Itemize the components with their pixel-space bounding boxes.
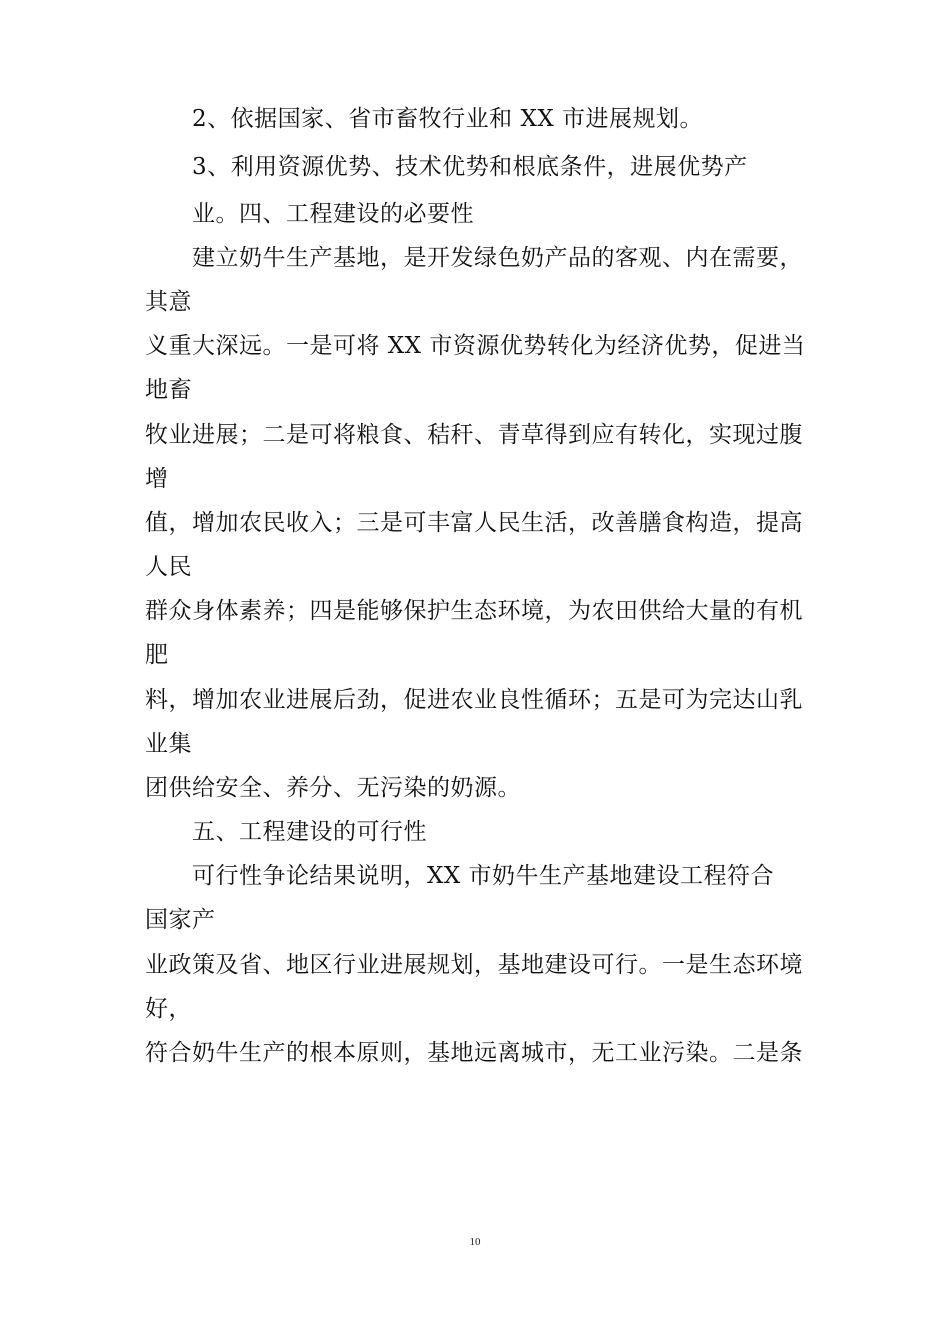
text-line: 2、依据国家、省市畜牧行业和 XX 市进展规划。 [192, 106, 704, 132]
text-line: 3、利用资源优势、技术优势和根底条件，进展优势产 [192, 154, 748, 180]
text-line: 团供给安全、养分、无污染的奶源。 [145, 775, 521, 801]
text-line: 可行性争论结果说明，XX 市奶牛生产基地建设工程符合 [192, 863, 775, 889]
text-line: 值，增加农民收入；三是可丰富人民生活，改善膳食构造，提高 [145, 510, 803, 536]
text-line: 业集 [145, 731, 192, 757]
text-line: 牧业进展；二是可将粮食、秸秆、青草得到应有转化，实现过腹 [145, 422, 803, 448]
text-line: 其意 [145, 289, 192, 315]
text-line: 国家产 [145, 907, 216, 933]
text-line: 料，增加农业进展后劲，促进农业良性循环；五是可为完达山乳 [145, 687, 803, 713]
text-line: 群众身体素养；四是能够保护生态环境，为农田供给大量的有机 [145, 598, 803, 624]
section-heading-line: 业。四、工程建设的必要性 [192, 201, 474, 227]
text-line: 好， [145, 996, 192, 1022]
text-line: 肥 [145, 642, 169, 668]
text-line: 符合奶牛生产的根本原则，基地远离城市，无工业污染。二是条 [145, 1040, 803, 1066]
section-heading-line: 五、工程建设的可行性 [192, 819, 427, 845]
text-line: 建立奶牛生产基地，是开发绿色奶产品的客观、内在需要， [192, 245, 803, 271]
text-line: 人民 [145, 554, 192, 580]
page-number: 10 [469, 1236, 481, 1248]
text-line: 业政策及省、地区行业进展规划，基地建设可行。一是生态环境 [145, 952, 803, 978]
text-line: 增 [145, 466, 169, 492]
text-line: 义重大深远。一是可将 XX 市资源优势转化为经济优势，促进当 [145, 333, 806, 359]
text-line: 地畜 [145, 377, 192, 403]
